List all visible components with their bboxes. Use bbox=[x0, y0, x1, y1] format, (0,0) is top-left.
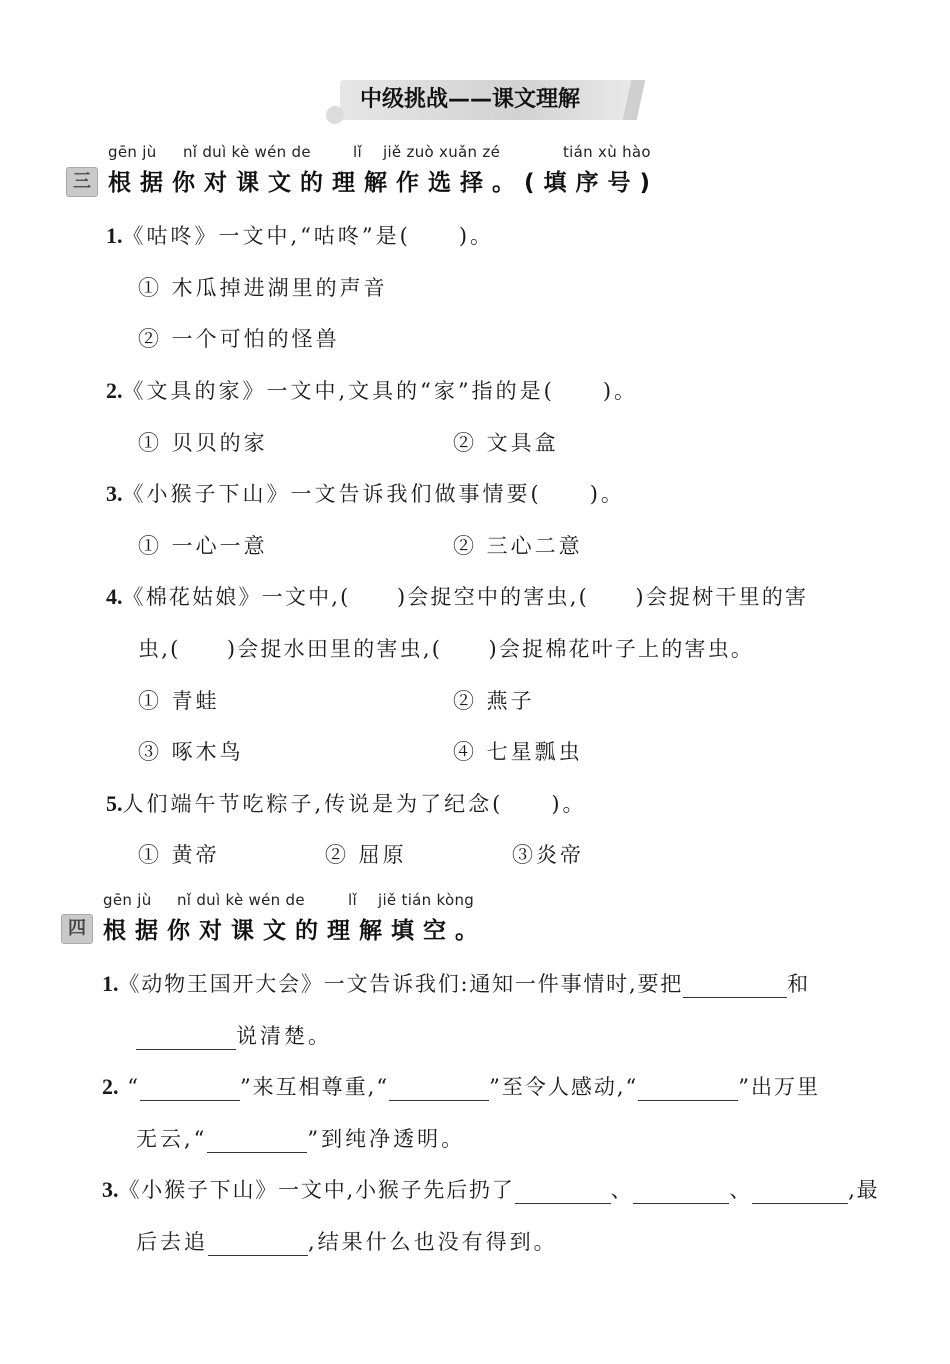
pinyin-li: lǐ bbox=[353, 143, 362, 161]
question-number: 4. bbox=[106, 584, 123, 609]
question-text: 人们端午节吃粽子,传说是为了纪念( )。 bbox=[122, 792, 587, 816]
question-1 bbox=[106, 220, 494, 250]
section-heading: 根据你对课文的理解填空。 bbox=[103, 918, 487, 944]
pinyin-ni-dui-ke-wen-de: nǐ duì kè wén de bbox=[177, 891, 305, 909]
question-number: 1. bbox=[106, 223, 123, 248]
question-text: 《咕咚》一文中,“咕咚”是( )。 bbox=[122, 224, 495, 248]
answer-blank[interactable] bbox=[136, 1027, 236, 1050]
answer-blank[interactable] bbox=[207, 1130, 307, 1153]
title-banner bbox=[340, 80, 635, 120]
question-text: ”至令人感动,“ bbox=[489, 1075, 639, 1099]
q4-option-2[interactable]: ② 燕子 bbox=[453, 689, 535, 713]
question-text: 无云,“ bbox=[136, 1127, 208, 1151]
question-number: 2. bbox=[106, 378, 123, 403]
question-text: ”来互相尊重,“ bbox=[239, 1075, 390, 1099]
question-text: 后去追 bbox=[136, 1230, 208, 1254]
fill-question-1 bbox=[102, 968, 810, 998]
answer-blank[interactable] bbox=[515, 1181, 611, 1204]
fill-question-3 bbox=[102, 1174, 879, 1204]
q4-option-1[interactable]: ① 青蛙 bbox=[138, 689, 220, 713]
question-2 bbox=[106, 375, 638, 405]
fill-question-1-continued bbox=[136, 1020, 332, 1050]
q4-option-4[interactable]: ④ 七星瓢虫 bbox=[453, 740, 583, 764]
question-text: 、 bbox=[610, 1178, 634, 1202]
q1-option-2[interactable]: ② 一个可怕的怪兽 bbox=[138, 327, 340, 351]
question-text: 和 bbox=[787, 972, 810, 996]
question-text: 、 bbox=[729, 1178, 753, 1202]
pinyin-ni-dui-ke-wen-de: nǐ duì kè wén de bbox=[183, 143, 311, 161]
question-text: 说清楚。 bbox=[236, 1024, 332, 1048]
question-number: 3. bbox=[106, 481, 123, 506]
pinyin-jie-zuo-xuan-ze: jiě zuò xuǎn zé bbox=[383, 143, 501, 161]
question-text: ”到纯净透明。 bbox=[307, 1127, 466, 1151]
title-banner-tail bbox=[623, 80, 646, 120]
page-title: 中级挑战——课文理解 bbox=[359, 87, 580, 112]
answer-blank[interactable] bbox=[389, 1078, 489, 1101]
answer-blank[interactable] bbox=[638, 1078, 738, 1101]
pinyin-li: lǐ bbox=[348, 891, 357, 909]
question-text: ,结果什么也没有得到。 bbox=[308, 1230, 558, 1254]
answer-blank[interactable] bbox=[208, 1233, 308, 1256]
question-number: 2. bbox=[102, 1074, 119, 1099]
question-number: 5. bbox=[106, 791, 123, 816]
q1-option-1[interactable]: ① 木瓜掉进湖里的声音 bbox=[138, 276, 388, 300]
pinyin-gen-ju: gēn jù bbox=[108, 143, 157, 161]
question-4-continued: 虫,( )会捉水田里的害虫,( )会捉棉花叶子上的害虫。 bbox=[138, 637, 755, 661]
question-3 bbox=[106, 478, 625, 508]
question-text: ,最 bbox=[848, 1178, 880, 1202]
q2-option-2[interactable]: ② 文具盒 bbox=[453, 431, 559, 455]
q3-option-2[interactable]: ② 三心二意 bbox=[453, 534, 583, 558]
question-text: 《棉花姑娘》一文中,( )会捉空中的害虫,( )会捉树干里的害 bbox=[122, 585, 809, 609]
question-text: 《文具的家》一文中,文具的“家”指的是( )。 bbox=[122, 379, 639, 403]
pinyin-jie-tian-kong: jiě tián kòng bbox=[378, 891, 475, 909]
question-text: 《小猴子下山》一文告诉我们做事情要( )。 bbox=[122, 482, 625, 506]
section-number-badge: 三 bbox=[66, 167, 98, 197]
q4-option-3[interactable]: ③ 啄木鸟 bbox=[138, 740, 244, 764]
q5-option-1[interactable]: ① 黄帝 bbox=[138, 843, 220, 867]
fill-question-3-continued bbox=[136, 1226, 558, 1256]
q3-option-1[interactable]: ① 一心一意 bbox=[138, 534, 268, 558]
question-text: “ bbox=[127, 1075, 140, 1099]
pinyin-gen-ju: gēn jù bbox=[103, 891, 152, 909]
q5-option-2[interactable]: ② 屈原 bbox=[325, 843, 407, 867]
question-text: 《动物王国开大会》一文告诉我们:通知一件事情时,要把 bbox=[118, 972, 684, 996]
answer-blank[interactable] bbox=[683, 975, 787, 998]
pinyin-tian-xu-hao: tián xù hào bbox=[563, 143, 651, 161]
fill-question-2-continued bbox=[136, 1123, 465, 1153]
question-text: ”出万里 bbox=[738, 1075, 820, 1099]
fill-question-2 bbox=[102, 1071, 820, 1101]
question-5 bbox=[106, 788, 587, 818]
q2-option-1[interactable]: ① 贝贝的家 bbox=[138, 431, 268, 455]
question-number: 1. bbox=[102, 971, 119, 996]
question-text: 《小猴子下山》一文中,小猴子先后扔了 bbox=[118, 1178, 515, 1202]
q5-option-3[interactable]: ③炎帝 bbox=[512, 843, 584, 867]
section-number-badge: 四 bbox=[61, 914, 93, 944]
question-number: 3. bbox=[102, 1177, 119, 1202]
answer-blank[interactable] bbox=[752, 1181, 848, 1204]
answer-blank[interactable] bbox=[140, 1078, 240, 1101]
answer-blank[interactable] bbox=[633, 1181, 729, 1204]
section-heading: 根据你对课文的理解作选择。(填序号) bbox=[108, 170, 660, 196]
question-4 bbox=[106, 581, 808, 611]
